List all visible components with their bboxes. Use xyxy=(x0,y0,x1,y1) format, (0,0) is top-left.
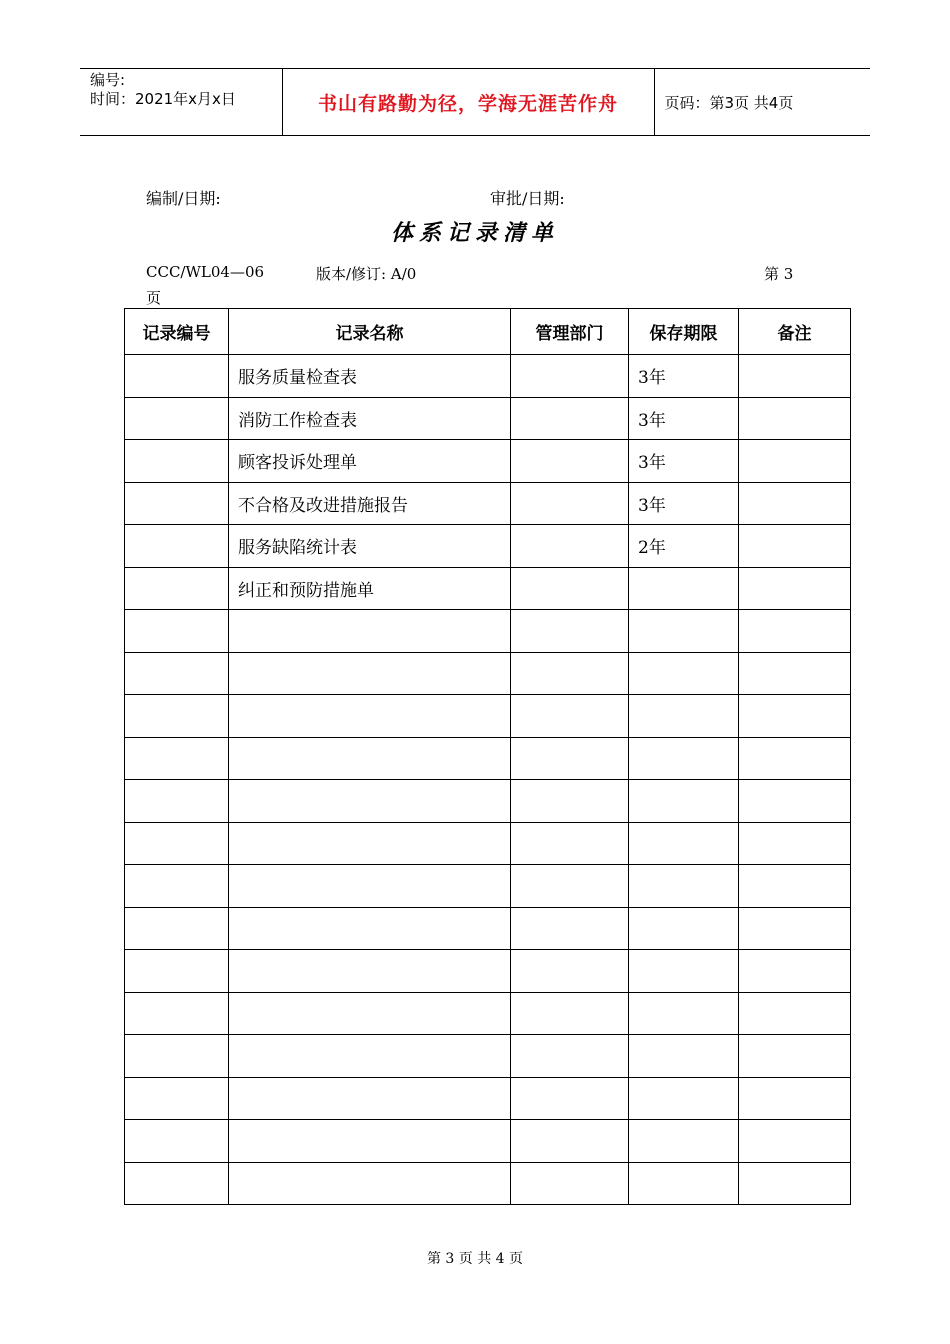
cell-department xyxy=(511,907,629,950)
document-page-suffix: 页 xyxy=(146,289,162,307)
cell-retention xyxy=(629,822,739,865)
header-left-cell xyxy=(80,69,282,136)
cell-department xyxy=(511,610,629,653)
table-row xyxy=(125,355,851,398)
cell-record-name xyxy=(229,652,511,695)
cell-remarks xyxy=(739,1162,851,1205)
document-code: CCC/WL04—06 xyxy=(146,263,265,281)
cell-record-name xyxy=(229,737,511,780)
table-row xyxy=(125,695,851,738)
cell-record-name: 消防工作检查表 xyxy=(229,397,511,440)
col-header-department: 管理部门 xyxy=(511,309,629,355)
table-row xyxy=(125,1035,851,1078)
cell-record-name xyxy=(229,1162,511,1205)
cell-department xyxy=(511,567,629,610)
cell-department xyxy=(511,992,629,1035)
cell-record-no xyxy=(125,355,229,398)
col-header-record-no: 记录编号 xyxy=(125,309,229,355)
cell-record-name xyxy=(229,992,511,1035)
page-header xyxy=(80,68,870,136)
cell-remarks xyxy=(739,397,851,440)
cell-record-no xyxy=(125,610,229,653)
approved-by-label: 审批/日期: xyxy=(490,189,565,208)
table-row xyxy=(125,737,851,780)
cell-record-no xyxy=(125,1120,229,1163)
cell-remarks xyxy=(739,355,851,398)
cell-record-no xyxy=(125,865,229,908)
table-row xyxy=(125,482,851,525)
cell-department xyxy=(511,397,629,440)
document-title: 体系记录清单 xyxy=(390,220,559,246)
cell-department xyxy=(511,865,629,908)
cell-record-name: 纠正和预防措施单 xyxy=(229,567,511,610)
cell-department xyxy=(511,950,629,993)
cell-record-no xyxy=(125,822,229,865)
cell-record-no xyxy=(125,525,229,568)
cell-record-no xyxy=(125,1077,229,1120)
records-table-body xyxy=(125,355,851,1205)
cell-retention xyxy=(629,992,739,1035)
table-row xyxy=(125,865,851,908)
cell-department xyxy=(511,1162,629,1205)
cell-record-name xyxy=(229,1120,511,1163)
cell-record-no xyxy=(125,397,229,440)
table-row xyxy=(125,567,851,610)
cell-remarks xyxy=(739,525,851,568)
cell-department xyxy=(511,1120,629,1163)
cell-retention: 3年 xyxy=(629,482,739,525)
col-header-remarks: 备注 xyxy=(739,309,851,355)
cell-record-no xyxy=(125,440,229,483)
cell-record-no xyxy=(125,907,229,950)
cell-retention xyxy=(629,780,739,823)
cell-remarks xyxy=(739,482,851,525)
cell-record-no xyxy=(125,695,229,738)
cell-remarks xyxy=(739,440,851,483)
cell-retention xyxy=(629,1077,739,1120)
cell-retention xyxy=(629,1035,739,1078)
cell-remarks xyxy=(739,907,851,950)
cell-record-no xyxy=(125,737,229,780)
cell-retention xyxy=(629,567,739,610)
cell-record-name: 服务质量检查表 xyxy=(229,355,511,398)
time-label: 时间：2021年x月x日 xyxy=(90,90,236,108)
cell-remarks xyxy=(739,610,851,653)
document-page-number: 第 3 xyxy=(764,265,794,283)
cell-remarks xyxy=(739,822,851,865)
cell-record-name: 顾客投诉处理单 xyxy=(229,440,511,483)
cell-record-no xyxy=(125,567,229,610)
cell-record-name: 服务缺陷统计表 xyxy=(229,525,511,568)
cell-retention: 3年 xyxy=(629,355,739,398)
prepared-by-label: 编制/日期: xyxy=(146,189,221,208)
cell-record-no xyxy=(125,1162,229,1205)
cell-remarks xyxy=(739,865,851,908)
number-label: 编号: xyxy=(90,71,126,89)
cell-retention xyxy=(629,907,739,950)
cell-department xyxy=(511,780,629,823)
cell-record-name xyxy=(229,1035,511,1078)
cell-record-no xyxy=(125,1035,229,1078)
cell-record-name xyxy=(229,950,511,993)
cell-remarks xyxy=(739,992,851,1035)
header-motto-cell xyxy=(282,69,654,136)
table-row xyxy=(125,780,851,823)
cell-retention xyxy=(629,1120,739,1163)
header-page-info: 页码：第3页 共4页 xyxy=(654,69,870,136)
cell-department xyxy=(511,1077,629,1120)
cell-record-no xyxy=(125,482,229,525)
cell-record-name xyxy=(229,907,511,950)
cell-retention xyxy=(629,652,739,695)
cell-record-name xyxy=(229,695,511,738)
col-header-retention: 保存期限 xyxy=(629,309,739,355)
cell-remarks xyxy=(739,1077,851,1120)
cell-remarks xyxy=(739,780,851,823)
cell-department xyxy=(511,695,629,738)
cell-remarks xyxy=(739,1035,851,1078)
table-row xyxy=(125,822,851,865)
cell-remarks xyxy=(739,652,851,695)
table-row xyxy=(125,992,851,1035)
cell-department xyxy=(511,440,629,483)
cell-department xyxy=(511,822,629,865)
table-row xyxy=(125,907,851,950)
cell-record-no xyxy=(125,950,229,993)
table-row xyxy=(125,525,851,568)
page-footer: 第 3 页 共 4 页 xyxy=(426,1251,524,1267)
cell-record-name xyxy=(229,780,511,823)
cell-retention: 2年 xyxy=(629,525,739,568)
table-row xyxy=(125,652,851,695)
cell-retention xyxy=(629,610,739,653)
table-header-row xyxy=(125,309,851,355)
cell-retention: 3年 xyxy=(629,440,739,483)
cell-department xyxy=(511,482,629,525)
col-header-record-name: 记录名称 xyxy=(229,309,511,355)
cell-department xyxy=(511,1035,629,1078)
cell-remarks xyxy=(739,737,851,780)
cell-record-name xyxy=(229,610,511,653)
cell-remarks xyxy=(739,567,851,610)
table-row xyxy=(125,1162,851,1205)
table-row xyxy=(125,610,851,653)
cell-record-no xyxy=(125,992,229,1035)
cell-record-name xyxy=(229,822,511,865)
cell-department xyxy=(511,355,629,398)
cell-retention: 3年 xyxy=(629,397,739,440)
cell-department xyxy=(511,737,629,780)
cell-remarks xyxy=(739,950,851,993)
motto-text: 书山有路勤为径，学海无涯苦作舟 xyxy=(317,92,618,115)
table-row xyxy=(125,950,851,993)
table-row xyxy=(125,1120,851,1163)
cell-record-no xyxy=(125,780,229,823)
records-table xyxy=(124,308,851,1205)
cell-retention xyxy=(629,1162,739,1205)
cell-record-name xyxy=(229,1077,511,1120)
cell-retention xyxy=(629,865,739,908)
cell-retention xyxy=(629,695,739,738)
cell-retention xyxy=(629,737,739,780)
cell-remarks xyxy=(739,1120,851,1163)
document-version: 版本/修订: A/0 xyxy=(316,265,417,283)
cell-department xyxy=(511,525,629,568)
table-row xyxy=(125,397,851,440)
cell-record-name xyxy=(229,865,511,908)
table-row xyxy=(125,440,851,483)
cell-record-no xyxy=(125,652,229,695)
table-row xyxy=(125,1077,851,1120)
cell-record-name: 不合格及改进措施报告 xyxy=(229,482,511,525)
cell-remarks xyxy=(739,695,851,738)
cell-retention xyxy=(629,950,739,993)
cell-department xyxy=(511,652,629,695)
